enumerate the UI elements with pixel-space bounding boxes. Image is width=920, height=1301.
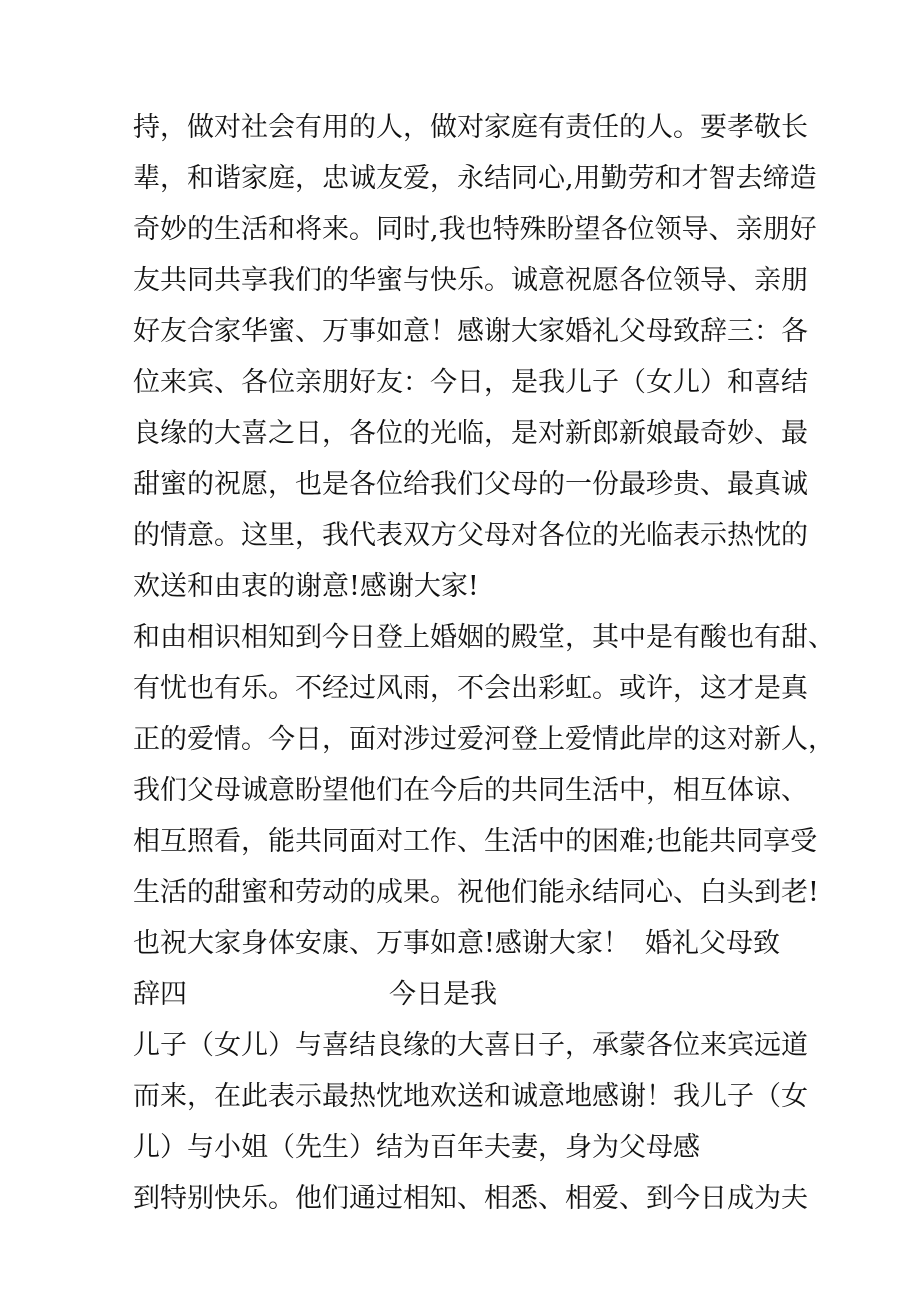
text-line: 儿子（女儿）与喜结良缘的大喜日子，承蒙各位来宾远道 xyxy=(133,1030,808,1061)
text-line: 良缘的大喜之日，各位的光临，是对新郎新娘最奇妙、最 xyxy=(133,418,808,449)
text-line: 好友合家华蜜、万事如意！感谢大家婚礼父母致辞三：各 xyxy=(133,316,808,347)
text-line: 而来，在此表示最热忱地欢送和诚意地感谢！我儿子（女 xyxy=(133,1081,808,1112)
text-line: 辞四 xyxy=(133,979,187,1010)
text-line: 儿）与小姐（先生）结为百年夫妻，身为父母感 xyxy=(133,1132,700,1163)
text-line: 甜蜜的祝愿，也是各位给我们父母的一份最珍贵、最真诚 xyxy=(133,469,808,500)
text-line: 友共同共享我们的华蜜与快乐。诚意祝愿各位领导、亲朋 xyxy=(133,265,808,296)
text-line: 位来宾、各位亲朋好友：今日，是我儿子（女儿）和喜结 xyxy=(133,367,808,398)
text-line: 的情意。这里，我代表双方父母对各位的光临表示热忱的 xyxy=(133,520,808,551)
text-line-segment: 今日是我 xyxy=(389,979,497,1010)
text-line: 持，做对社会有用的人，做对家庭有责任的人。要孝敬长 xyxy=(133,112,808,143)
text-line: 辈，和谐家庭，忠诚友爱，永结同心,用勤劳和才智去缔造 xyxy=(133,163,817,194)
text-line: 相互照看，能共同面对工作、生活中的困难;也能共同享受 xyxy=(133,826,818,857)
text-line: 我们父母诚意盼望他们在今后的共同生活中，相互体谅、 xyxy=(133,775,808,806)
text-line: 正的爱情。今日，面对涉过爱河登上爱情此岸的这对新人， xyxy=(133,724,835,755)
text-line: 奇妙的生活和将来。同时,我也特殊盼望各位领导、亲朋好 xyxy=(133,214,817,245)
text-line: 和由相识相知到今日登上婚姻的殿堂，其中是有酸也有甜、 xyxy=(133,622,835,653)
text-line: 欢送和由衷的谢意!感谢大家! xyxy=(133,571,479,602)
text-line: 到特别快乐。他们通过相知、相悉、相爱、到今日成为夫 xyxy=(133,1183,808,1214)
text-line-tail: 婚礼父母致 xyxy=(645,928,780,959)
text-line: 有忧也有乐。不经过风雨，不会出彩虹。或许，这才是真 xyxy=(133,673,808,704)
text-line: 也祝大家身体安康、万事如意!感谢大家！ xyxy=(133,928,630,959)
text-line: 生活的甜蜜和劳动的成果。祝他们能永结同心、白头到老! xyxy=(133,877,819,908)
